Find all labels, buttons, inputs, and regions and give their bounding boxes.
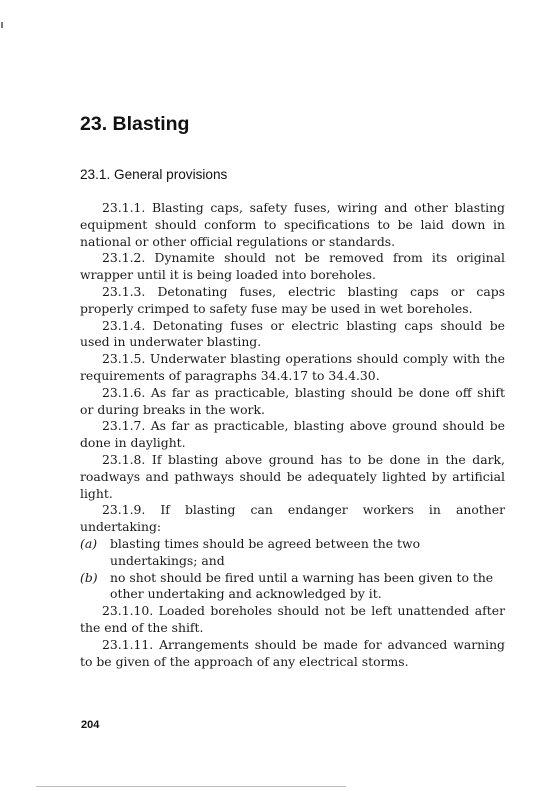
footer-rule bbox=[36, 786, 346, 787]
paragraph-23-1-9: 23.1.9. If blasting can endanger workers in another undertaking: bbox=[80, 502, 505, 535]
paragraph-23-1-4: 23.1.4. Detonating fuses or electric blasting caps should be used in underwater blasting. bbox=[80, 317, 505, 350]
paragraph-23-1-2: 23.1.2. Dynamite should not be removed from its original wrapper until it is being loaded into boreholes. bbox=[80, 250, 505, 283]
section-title: 23.1. General provisions bbox=[80, 167, 228, 182]
paragraph-23-1-10: 23.1.10. Loaded boreholes should not be left unattended after the end of the shift. bbox=[80, 603, 505, 635]
list-item-b-text: no shot should be fired until a warning has been given to the other undertaking and acknowledged by it. bbox=[110, 569, 494, 602]
list-marker-a: (a) bbox=[80, 535, 98, 551]
list-item-a bbox=[80, 536, 505, 570]
list-item-a-text: blasting times should be agreed between the two undertakings; and bbox=[110, 535, 421, 568]
paragraph-23-1-3: 23.1.3. Detonating fuses, electric blasting caps or caps properly crimped to safety fuse may be used in wet boreholes. bbox=[80, 283, 505, 316]
scan-mark bbox=[1, 22, 3, 28]
chapter-title: 23. Blasting bbox=[80, 113, 190, 135]
page-number: 204 bbox=[81, 719, 100, 731]
paragraph-23-1-8: 23.1.8. If blasting above ground has to be done in the dark, roadways and pathways should be adequately lighted by artificial light. bbox=[80, 451, 505, 501]
paragraph-23-1-1: 23.1.1. Blasting caps, safety fuses, wiring and other blasting equipment should conform to specifications to be laid down in national or other official regulations or standards. bbox=[80, 200, 505, 249]
paragraph-23-1-5: 23.1.5. Underwater blasting operations should comply with the requirements of paragraphs 34.4.17 to 34.4.30. bbox=[80, 351, 505, 383]
paragraph-23-1-11: 23.1.11. Arrangements should be made for advanced warning to be given of the approach of any electrical storms. bbox=[80, 636, 505, 669]
section-body bbox=[80, 200, 505, 670]
paragraph-23-1-6: 23.1.6. As far as practicable, blasting should be done off shift or during breaks in the work. bbox=[80, 384, 505, 417]
list-item-b bbox=[80, 570, 505, 604]
paragraph-23-1-7: 23.1.7. As far as practicable, blasting above ground should be done in daylight. bbox=[80, 418, 505, 451]
list-marker-b: (b) bbox=[80, 569, 98, 585]
